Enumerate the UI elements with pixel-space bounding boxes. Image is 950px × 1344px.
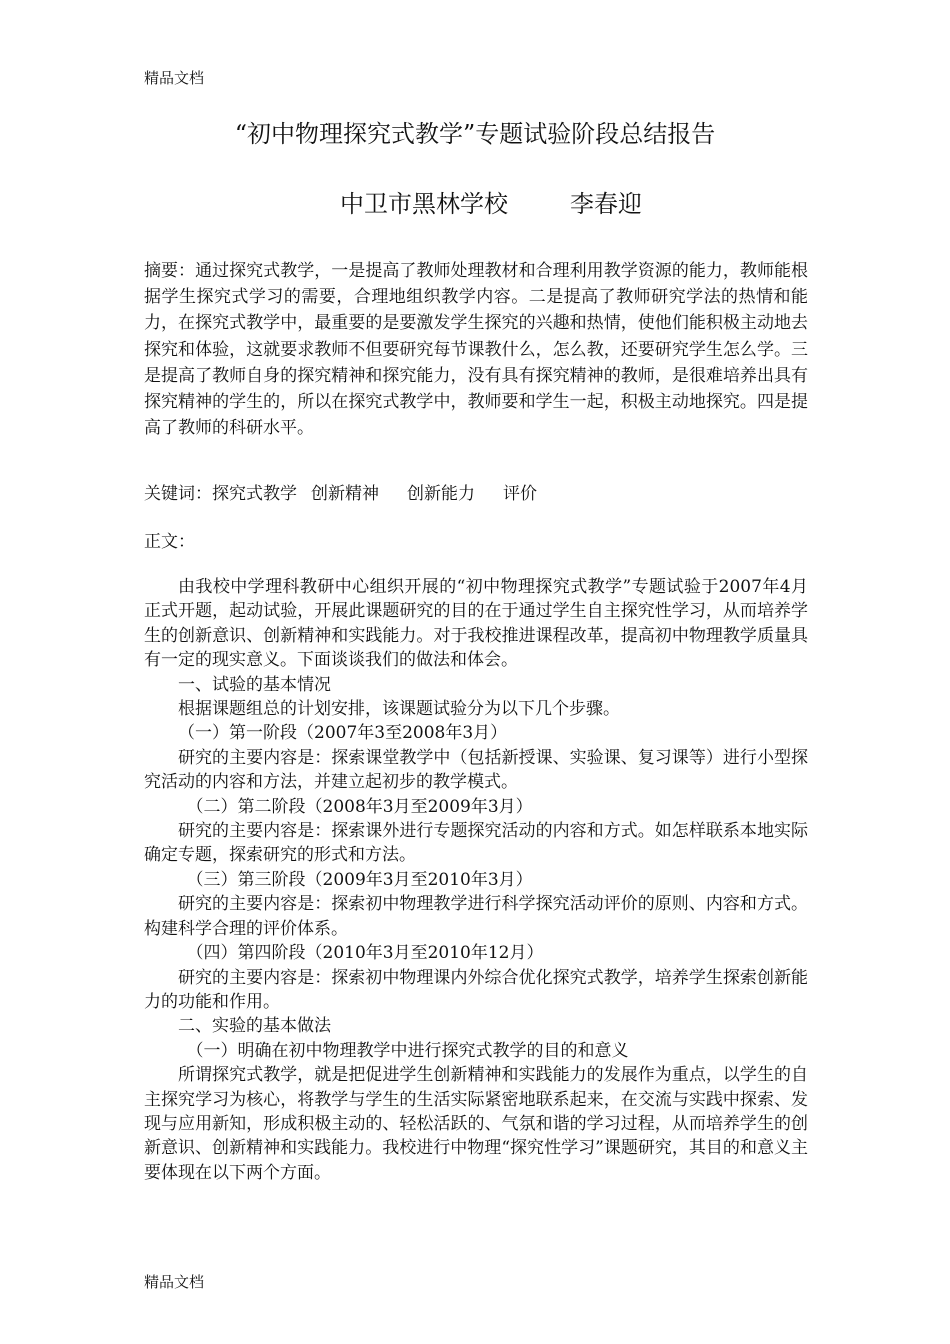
subsection-heading: （一）第一阶段（2007年3至2008年3月） (178, 723, 508, 744)
body-label: 正文： (144, 532, 195, 552)
subsection-heading: （三）第三阶段（2009年3月至2010年3月） (186, 869, 533, 890)
page-header: 精品文档 (144, 69, 205, 87)
page-footer: 精品文档 (144, 1273, 205, 1291)
keyword-item: 创新精神 (311, 484, 379, 504)
section-heading: 二、实验的基本做法 (178, 1016, 331, 1037)
author-name: 李春迎 (570, 190, 642, 218)
school-name: 中卫市黑林学校 (340, 190, 508, 218)
section-heading: 一、试验的基本情况 (178, 674, 331, 695)
keyword-item: 评价 (503, 484, 537, 504)
paragraph: 研究的主要内容是：探索课外进行专题探究活动的内容和方式。如怎样联系本地实际确定专题，探索研究的形式和方法。 (144, 821, 808, 866)
document-title: “初中物理探究式教学”专题试验阶段总结报告 (234, 120, 716, 148)
paragraph: 研究的主要内容是：探索初中物理课内外综合优化探究式教学，培养学生探索创新能力的功能和作用。 (144, 967, 808, 1012)
keyword-item: 创新能力 (407, 484, 475, 504)
body-text (144, 575, 808, 1185)
subsection-heading: （一）明确在初中物理教学中进行探究式教学的目的和意义 (186, 1040, 629, 1061)
paragraph: 研究的主要内容是：探索课堂教学中（包括新授课、实验课、复习课等）进行小型探究活动的内容和方法，并建立起初步的教学模式。 (144, 747, 808, 793)
paragraph: 研究的主要内容是：探索初中物理教学进行科学探究活动评价的原则、内容和方式。构建科学合理的评价体系。 (144, 894, 808, 939)
subsection-heading: （四）第四阶段（2010年3月至2010年12月） (186, 943, 544, 964)
keyword-item: 探究式教学 (212, 484, 297, 504)
paragraph: 由我校中学理科教研中心组织开展的“初中物理探究式教学”专题试验于2007年4月正式开题，起动试验，开展此课题研究的目的在于通过学生自主探究性学习，从而培养学生的创新意识、创新精神和实践能力。对于我校推进课程改革，提高初中物理教学质量具有一定的现实意义。下面谈谈我们的做法和体会。 (144, 577, 808, 671)
byline (340, 188, 642, 220)
paragraph: 根据课题组总的计划安排，该课题试验分为以下几个步骤。 (178, 699, 620, 720)
keywords-label: 关键词： (144, 484, 212, 504)
keywords (144, 481, 537, 507)
abstract: 摘要：通过探究式教学，一是提高了教师处理教材和合理利用教学资源的能力，教师能根据学生探究式学习的需要，合理地组织教学内容。二是提高了教师研究学法的热情和能力，在探究式教学中，最重要的是要激发学生探究的兴趣和热情，使他们能积极主动地去探究和体验，这就要求教师不但要研究每节课教什么，怎么教，还要研究学生怎么学。三是提高了教师自身的探究精神和探究能力，没有具有探究精神的教师，是很难培养出具有探究精神的学生的，所以在探究式教学中，教师要和学生一起，积极主动地探究。四是提高了教师的科研水平。 (144, 261, 808, 439)
paragraph: 所谓探究式教学，就是把促进学生创新精神和实践能力的发展作为重点，以学生的自主探究学习为核心，将教学与学生的生活实际紧密地联系起来，在交流与实践中探索、发现与应用新知，形成积极主动的、轻松活跃的、气氛和谐的学习过程，从而培养学生的创新意识、创新精神和实践能力。我校进行中物理“探究性学习”课题研究，其目的和意义主要体现在以下两个方面。 (144, 1065, 808, 1183)
subsection-heading: （二）第二阶段（2008年3月至2009年3月） (186, 796, 533, 817)
